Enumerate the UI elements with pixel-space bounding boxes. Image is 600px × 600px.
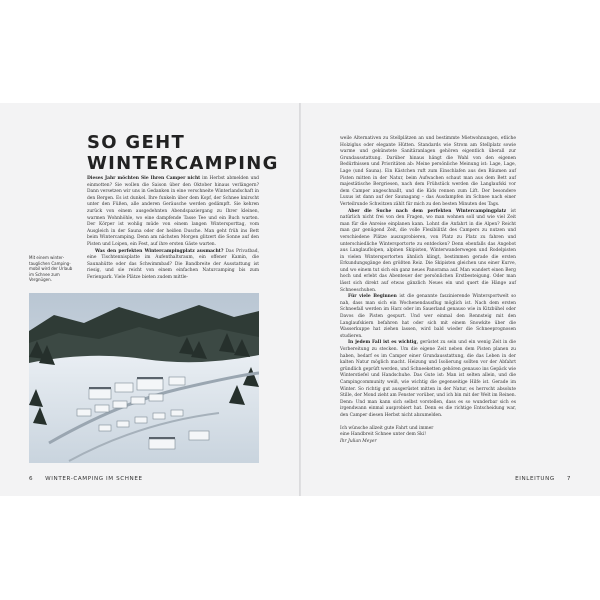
title-line-1: SO GEHT bbox=[87, 132, 186, 153]
left-p1-lead: Dieses Jahr möchten Sie Ihren Camper nicht bbox=[87, 176, 201, 181]
left-paragraph-1 bbox=[87, 176, 259, 249]
page-title bbox=[87, 132, 279, 174]
right-p3-lead: Für viele Beginnen bbox=[348, 294, 397, 300]
page-number-left: 6 bbox=[29, 476, 34, 482]
left-p1-text: im Herbst abmelden und einmotten? Sie wollen die Saison über den Oktober hinaus verlängern? Dann versetzen wir uns in Gedanken in eine verschneite Winterlandschaft in den Bergen. Es ist dunkel. Ihre funkeln über dem Kopf, der Schnee knirscht unter den Füßen, alle anderen Geräusche werden gedämpft. Sie kehren zurück von einem ausgedehnten Abendspaziergang zu Ihrer kleinen, warmen Wohnhöhle, wo eine dampfende Tasse Tee und ein Buch warten. Der Körper ist wohlig müde von einem langen Wintersporttag, vom Ausgleich in der Sauna oder der heißen Dusche. Man geht früh ins Bett beim Wintercamping. Denn am nächsten Morgen glitzert die Sonne auf den Pisten und Loipen, ein Fest, auf ihre ersten Gäste warten. bbox=[87, 176, 259, 247]
left-p2-text: Das Privatbad, eine Tischtennisplatte im Aufenthaltsraum, ein offener Kamin, die Saunahütte oder das Schwimmbad? Die Bandbreite der Ausstattung ist riesig, und sie reicht von einem einfachen Naturcamping bis zum Ferienpark. Viele Plätze bieten zudem mittle- bbox=[87, 248, 259, 280]
right-paragraph-3 bbox=[340, 294, 516, 340]
footer-left bbox=[29, 476, 143, 482]
sign-off-line-2: eine Handbreit Schnee unter dem Ski! bbox=[340, 432, 427, 438]
page-number-right: 7 bbox=[566, 476, 571, 482]
running-title-right: EINLEITUNG bbox=[515, 476, 555, 482]
left-paragraph-2 bbox=[87, 249, 259, 282]
right-p4-lead: In jedem Fall ist es wichtig, bbox=[348, 340, 419, 346]
author-signature: Ihr Julian Meyer bbox=[340, 438, 377, 444]
right-paragraph-1: weile Alternativen zu Stellplätzen an und bestimmte Mietwohnungen, etliche Holziglus oder elegante Hütten. Standards wie Strom am Stellplatz sowie warme und gekünstete Sanitäranlagen gehören eigentlich überall zur Grundausstattung. Darüber hinaus hängt die Wahl von den eigenen Bedürfnissen und Prioritäten ab: Meine persönliche Meinung ist: Lage, Lage, Lage (und Sauna). Ein Kästchen ruft zum Einschlafen aus den Bäumen auf Pisten mitten in der Natur, beim Aufwachen schaut man aus dem Bett auf majestätische Bergriesen, nach dem Frühstück werden die Langlaufski vor dem Camper angeschnallt, und die Kids rennen zum Lift. Der besondere Luxus ist dann auf der Saunagang – das Ausdampfen im Schnee nach einer Verteilrunde Schwitzen zählt für mich zu den besten Minuten des Tags. bbox=[340, 136, 516, 207]
right-paragraph-2 bbox=[340, 209, 516, 295]
right-p4-text: gerüstet zu sein und ein wenig Zeit in die Vorbereitung zu stecken. Um die eigene Zeit neben dem Pisten planen zu haben, bedarf es im Camper einer Grundausstattung, die das Leben in der kalten Natur möglich macht. Heizung und Isolierung sollten vor der Abfahrt gründlich geprüft werden, und Schneeketten gehören genauso ins Gepäck wie Winterstiefel und Handschuhe. Das Gute ist: Man ist selten allein, und die Campingcommunity weiß, wie wichtig die gegenseitige Hilfe ist. Gerade im Winter. So richtig gut ausgerüstet mitten in der Natur, es herrscht absolute Stille, der Mond zieht am Fenster vorüber, und ich bin mit der Welt im Reinen. Denn: Und man kann sich selbst vorstellen, dass es so wunderbar sich es irgendwann einmal ausprobiert hat. Denn es die richtige Entscheidung war, den Camper diesen Herbst nicht abzumelden. bbox=[340, 340, 516, 418]
sign-off-line-1: Ich wünsche allzeit gute Fahrt und immer bbox=[340, 425, 434, 431]
left-p2-lead: Was den perfekten Wintercampingplatz ausmacht? bbox=[95, 248, 224, 254]
right-p2-text: ist natürlich nicht frei von den Fragen, wo man wohnen soll und wie viel Zeit man für die Anreise einplanen kann. Lohnt die Anfahrt in die Alpen? Reicht man gar genügend Zeit, die volle Flexibilität des Campers zu nutzen und verschiedene Plätze auszuprobieren, von Platz zu Platz zu fahren und unterschiedliche Wintersportorte zu entdecken? Denn ebenfalls das Angebot aus Langlaufloipen, alpinen Skipisten, Winterwanderwegen und Rodelpisten in vielen Wintersportorten ähnlich klingt, bestimmen gerade die ersten Erkundungsgänge den größten Reiz. Die Skipisten gleichen uns einer Kurve, und wo einem tut sich ein ganz neues Panorama auf. Man wandert einen Berg hoch und erlebt das Abenteuer der persönlichen Erstbesteigung. Oder man lässt sich direkt auf etwas gänzlich Neues ein und quert die Hänge auf Schneeschuhen. bbox=[340, 208, 516, 293]
right-p3-text: ist die genannte faszinierende Wintersportwelt so nah, dass man sich ein Wochenendausflug möglich ist. Nach dem ersten Schneefall werden im Harz oder im Sauerland genauso wie in Kitzbühel oder Davos die Pisten gespurt. Und wer einmal den Rennsteig mit den Langlaufskiern befahren hat oder sich mit einem Snowkite über die Wasserkuppe hat ziehen lassen, wird bald wieder die Schneeprognosen studieren. bbox=[340, 294, 516, 339]
footer-right bbox=[515, 476, 571, 482]
title-line-2: WINTERCAMPING bbox=[87, 153, 279, 174]
left-text-column bbox=[87, 176, 259, 282]
book-gutter bbox=[299, 103, 301, 496]
book-spread bbox=[0, 103, 600, 496]
right-paragraph-4 bbox=[340, 340, 516, 419]
sign-off bbox=[340, 426, 516, 439]
photo-caption: Mit einem wintertauglichen Campingmobil wird der Urlaub im Schnee zum Vergnügen. bbox=[29, 255, 73, 283]
snowy-campsite-image bbox=[29, 293, 259, 463]
campsite-photo bbox=[29, 293, 259, 463]
running-title-left: WINTER-CAMPING IM SCHNEE bbox=[45, 476, 143, 482]
right-p2-lead: Aber die Suche nach dem perfekten Wintercampingplatz bbox=[348, 208, 507, 214]
right-text-column bbox=[340, 136, 516, 445]
